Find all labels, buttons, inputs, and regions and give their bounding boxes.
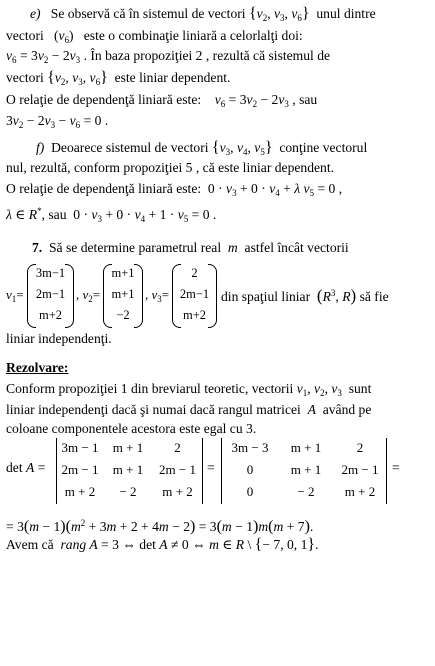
det-a-cell: m + 1 [112,462,144,477]
equals-sign-2: = [392,460,400,475]
part-f-line-4: λ ∈ R*, sau $0 \cdot v_3 + 0 \cdot v_4 + 1 \cdot v_5 = 0$ . [6,206,217,224]
det-b-cell: − 2 [297,484,315,499]
det-b-cell: 2m − 1 [341,462,379,477]
problem-7-statement: 7. Să se determine parametrul real m astfel încât vectorii [32,240,349,255]
v2-label: , $v_2=$ [76,287,101,304]
det-a-cell: − 2 [119,484,137,499]
det-b-cell: 3m − 3 [231,440,269,455]
solution-heading: Rezolvare: [6,360,69,375]
vector-v1: 3m−1 2m−1 m+2 [27,264,74,326]
det-b-cell: m + 1 [290,462,322,477]
part-e-line-2: vectori $(v_6)$ este o combinaţie liniară a celorlalţi doi: [6,28,303,45]
part-f-line-1: f) Deoarece sistemul de vectori {$v_3$, $v_4$, $v_5$} conţine vectorul [36,139,368,157]
det-a-bar-right [202,438,203,504]
solution-line-3: coloane componentele acestora este egal cu 3. [6,421,257,436]
rank-conclusion: Avem că rang A = 3 ⇔ det A ≠ 0 ⇔ m ∈ R \ {− 7, 0, 1}. [6,536,319,553]
part-e-line-1: e) Se observă că în sistemul de vectori {$v_2$, $v_3$, $v_6$} unul dintre [30,5,376,23]
det-b-cell: 0 [246,462,254,477]
det-a-cell: 2 [174,440,181,455]
det-a-cell: 2m − 1 [61,462,99,477]
det-a-cell: m + 2 [64,484,96,499]
det-a-cell: 3m − 1 [61,440,99,455]
solution-line-2: liniar independenţi dacă şi numai dacă rangul matricei A având pe [6,402,372,417]
equals-sign: = [207,460,215,475]
det-b-cell: 2 [356,440,364,455]
det-b-cell: m + 2 [344,484,376,499]
solution-line-1: Conform propoziţiei 1 din breviarul teoretic, vectorii $v_1$, $v_2$, $v_3$ sunt [6,381,372,398]
part-f-line-3: O relaţie de dependenţă liniară este: $0 \cdot v_3 + 0 \cdot v_4 + \lambda$ $v_5 = 0$ , [6,181,343,198]
det-a-cell: m + 1 [112,440,144,455]
det-a-cell: m + 2 [162,484,193,499]
vector-v2: m+1 m+1 −2 [103,264,143,326]
det-label: det A = [6,460,46,475]
part-e-line-6: $3v_2 - 2v_3 - v_6 = 0$ . [6,113,109,130]
part-e-line-4: vectori {$v_2$, $v_3$, $v_6$} este liniar dependent. [6,69,231,87]
det-b-cell: 0 [246,484,254,499]
det-a-bar-left [56,438,57,504]
determinant-result: = $3(m - 1)(m^2 + 3m + 2 + 4m - 2) = 3(m - 1)m(m + 7)$. [6,518,314,535]
linear-space-text: din spaţiul liniar ($R^3$, R) să fie [221,286,389,305]
vector-v3: 2 2m−1 m+2 [172,264,217,326]
part-e-line-5: O relaţie de dependenţă liniară este: $v_6 = 3v_2 - 2v_3$ , sau [6,92,318,109]
part-f-line-2: nul, rezultă, conform propoziţiei 5 , că este liniar dependent. [6,160,335,175]
part-e-line-3: $v_6 = 3v_2 - 2v_3$ . În baza propoziţiei 2 , rezultă că sistemul de [6,48,331,65]
det-b-bar-left [221,438,222,504]
problem-7-last-line: liniar independenţi. [6,331,112,346]
v3-label: , $v_3=$ [145,287,170,304]
det-b-bar-right [386,438,387,504]
det-a-cell: 2m − 1 [159,462,196,477]
det-b-cell: m + 1 [290,440,322,455]
v1-label: $v_1=$ [6,287,24,304]
